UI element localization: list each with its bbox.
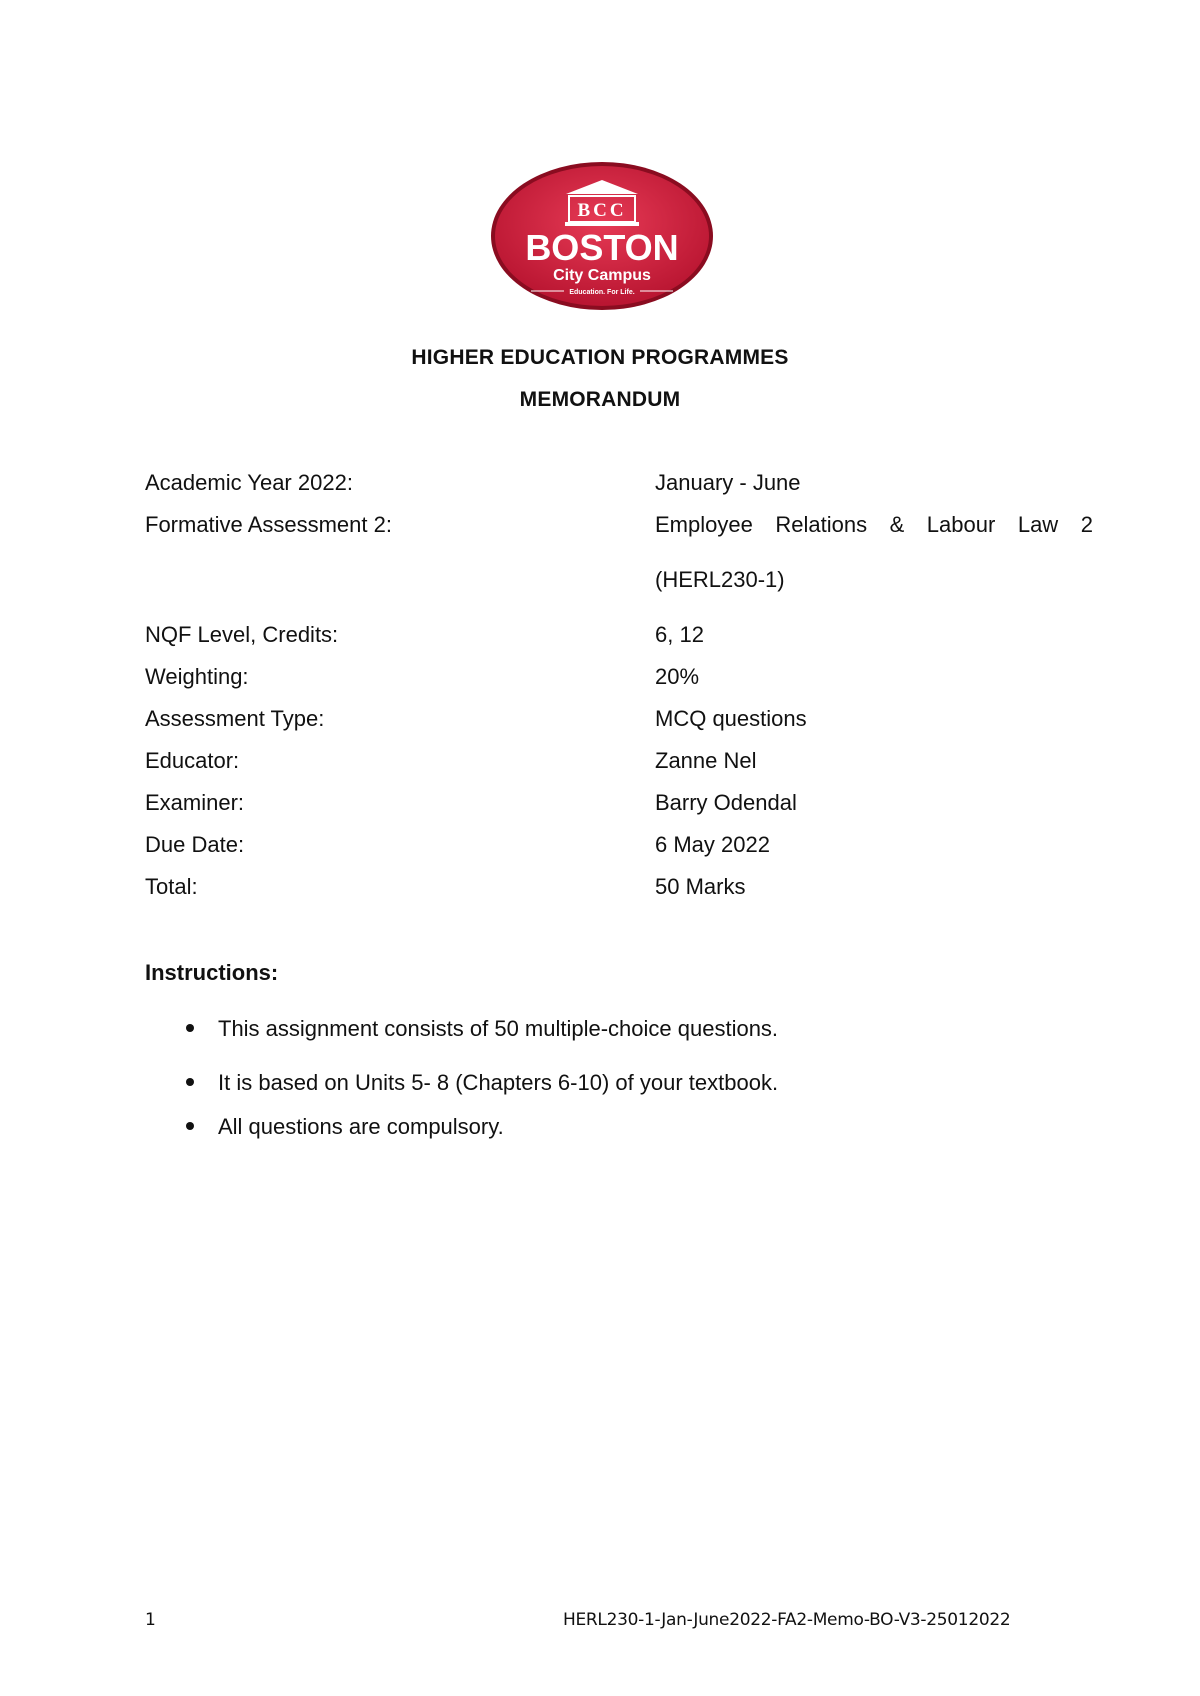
assessment-type-value: MCQ questions [655,706,807,731]
logo-name: BOSTON [525,227,679,268]
list-item [145,1114,1095,1140]
logo-badge-text: BCC [577,200,627,221]
total-value: 50 Marks [655,874,746,899]
formative-assessment-row [145,512,1095,567]
bullet-icon [186,1024,194,1032]
list-item [145,1016,1095,1070]
bullet-icon [186,1122,194,1130]
academic-year-label: Academic Year 2022: [145,470,353,495]
due-date-row [145,832,1095,874]
assessment-word: Employee [655,512,753,537]
total-row [145,874,1095,916]
assessment-details [145,470,1095,916]
examiner-row [145,790,1095,832]
programme-heading: HIGHER EDUCATION PROGRAMMES [411,346,789,369]
formative-assessment-value [655,512,1093,538]
nqf-label: NQF Level, Credits: [145,622,339,647]
assessment-word: Labour [926,512,996,537]
total-label: Total: [145,874,198,899]
formative-assessment-label: Formative Assessment 2: [145,512,392,537]
assessment-type-label: Assessment Type: [145,706,325,731]
logo-graphic [489,160,715,312]
document-reference: HERL230-1-Jan-June2022-FA2-Memo-BO-V3-25012022 [563,1610,1011,1630]
instruction-text: It is based on Units 5- 8 (Chapters 6-10) of your textbook. [218,1070,779,1095]
page-number: 1 [145,1610,156,1630]
due-date-value: 6 May 2022 [655,832,770,857]
educator-label: Educator: [145,748,240,773]
memorandum-heading: MEMORANDUM [519,388,681,411]
instruction-text: All questions are compulsory. [218,1114,504,1139]
logo-tagline: Education. For Life. [569,289,635,296]
nqf-value: 6, 12 [655,622,704,647]
academic-year-value: January - June [655,470,801,495]
bullet-icon [186,1078,194,1086]
assessment-word: 2 [1080,512,1093,537]
module-code-value: (HERL230-1) [655,567,785,592]
assessment-word: Relations [775,512,868,537]
weighting-row [145,664,1095,706]
educator-value: Zanne Nel [655,748,757,773]
academic-year-row [145,470,1095,512]
list-item [145,1070,1095,1114]
nqf-row [145,622,1095,664]
instructions-title: Instructions: [145,960,279,985]
instructions-list [145,1016,1095,1140]
assessment-word: & [889,512,905,537]
examiner-label: Examiner: [145,790,245,815]
boston-city-campus-logo [489,160,715,312]
weighting-value: 20% [655,664,700,689]
logo-subtitle: City Campus [553,267,651,284]
assessment-type-row [145,706,1095,748]
assessment-word: Law [1017,512,1059,537]
instruction-text: This assignment consists of 50 multiple-choice questions. [218,1016,779,1041]
examiner-value: Barry Odendal [655,790,797,815]
module-code-row [145,567,1095,622]
weighting-label: Weighting: [145,664,249,689]
educator-row [145,748,1095,790]
due-date-label: Due Date: [145,832,245,857]
